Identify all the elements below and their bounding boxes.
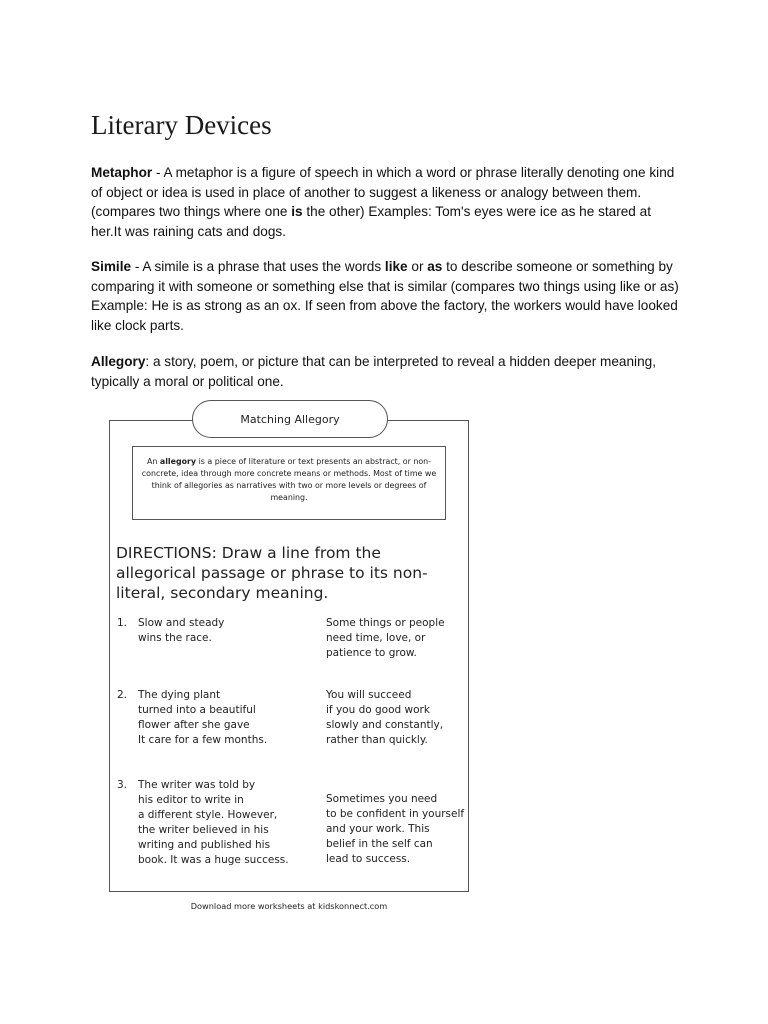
metaphor-definition-part1: - A metaphor is a figure of speech in which a word or phrase literally denoting one kind of object or idea is used in place of another to suggest a likeness or analogy between them. (compares two things where one — [91, 165, 675, 219]
allegory-definition: : a story, poem, or picture that can be interpreted to reveal a hidden deeper meaning, typically a moral or political one. — [91, 354, 656, 389]
worksheet-tab-title: Matching Allegory — [192, 400, 388, 438]
definition-after: is a piece of literature or text presents an abstract, or non-concrete, idea through more concrete means or methods. Most of time we think of allegories as narratives with two or more levels or degrees of meaning. — [141, 457, 437, 502]
item-meaning: Some things or people need time, love, or patience to grow. — [326, 617, 445, 659]
item-number: 1. — [117, 617, 128, 629]
simile-paragraph — [91, 257, 681, 335]
metaphor-bold-is: is — [291, 204, 303, 219]
item-passage: Slow and steady wins the race. — [138, 617, 225, 644]
definition-bold-term: allegory — [159, 457, 197, 466]
simile-term: Simile — [91, 259, 132, 274]
allegory-term: Allegory — [91, 354, 146, 369]
item-meaning: You will succeed if you do good work slowly and constantly, rather than quickly. — [326, 689, 444, 746]
item-passage: The dying plant turned into a beautiful flower after she gave It care for a few months. — [138, 689, 268, 746]
worksheet-footer: Download more worksheets at kidskonnect.com — [190, 901, 388, 911]
page-title: Literary Devices — [91, 110, 272, 140]
item-number: 2. — [117, 689, 128, 701]
metaphor-paragraph — [91, 163, 681, 241]
worksheet-directions: DIRECTIONS: Draw a line from the allegorical passage or phrase to its non-literal, secondary meaning. — [116, 544, 428, 602]
simile-bold-like: like — [384, 259, 408, 274]
definition-before: An — [146, 457, 160, 466]
metaphor-term: Metaphor — [91, 165, 153, 180]
simile-or: or — [407, 259, 428, 274]
allegory-definition-box — [132, 446, 446, 520]
item-passage: The writer was told by his editor to write in a different style. However, the writer believed in his writing and published his book. It was a huge success. — [138, 779, 289, 866]
simile-definition-part1: - A simile is a phrase that uses the words — [131, 259, 385, 274]
simile-bold-as: as — [427, 259, 443, 274]
allegory-paragraph — [91, 352, 681, 391]
simile-definition-part2: to describe someone or something by comparing it with someone or something else that is similar (compares two things using like or as) Example: He is as strong as an ox. If seen from above the factory, the workers would have looked like clock parts. — [91, 259, 679, 333]
metaphor-definition-part2: the other) Examples: Tom's eyes were ice as he stared at her.It was raining cats and dogs. — [91, 204, 651, 239]
item-number: 3. — [117, 779, 128, 791]
item-meaning: Sometimes you need to be confident in yourself and your work. This belief in the self can lead to success. — [326, 793, 465, 865]
